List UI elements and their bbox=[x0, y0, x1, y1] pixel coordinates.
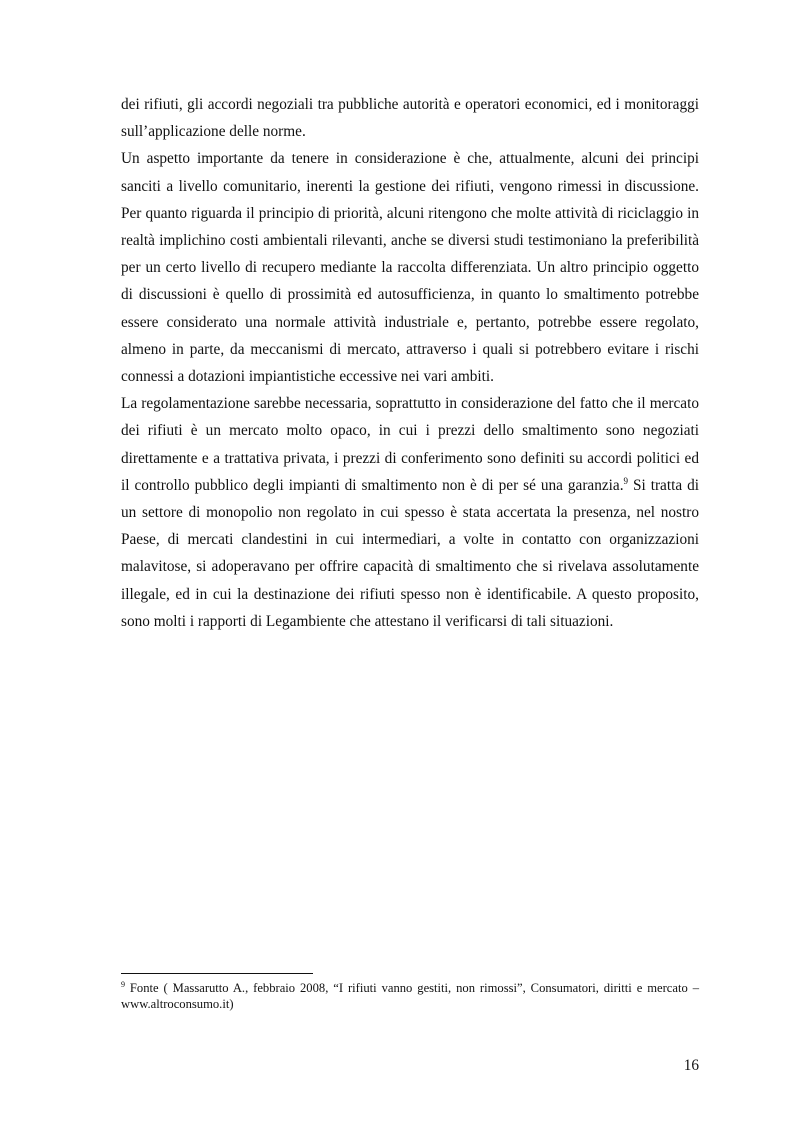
paragraph-principles: Un aspetto importante da tenere in considerazione è che, attualmente, alcuni dei principi sanciti a livello comunitario, inerenti la gestione dei rifiuti, vengono rimessi in discussione. Per quanto riguarda il principio di priorità, alcuni ritengono che molte attività di riciclaggio in realtà implichino costi ambientali rilevanti, anche se diversi studi testimoniano la preferibilità per un certo livello di recupero mediante la raccolta differenziata. Un altro principio oggetto di discussioni è quello di prossimità ed autosufficienza, in quanto lo smaltimento potrebbe essere considerato una normale attività industriale e, pertanto, potrebbe essere regolato, almeno in parte, da meccanismi di mercato, attraverso i quali si potrebbero evitare i rischi connessi a dotazioni impiantistiche eccessive nei vari ambiti. bbox=[121, 150, 699, 386]
footnote bbox=[121, 980, 699, 1012]
paragraph-regulation-text-before-note: La regolamentazione sarebbe necessaria, soprattutto in considerazione del fatto che il mercato dei rifiuti è un mercato molto opaco, in cui i prezzi dello smaltimento sono negoziati direttamente e a trattativa privata, i prezzi di conferimento sono definiti su accordi politici ed il controllo pubblico degli impianti di smaltimento non è di per sé una garanzia. bbox=[121, 395, 699, 494]
paragraph-regulation bbox=[121, 390, 699, 635]
page-number: 16 bbox=[683, 1057, 699, 1074]
body-text bbox=[121, 91, 699, 635]
paragraph-continuation: dei rifiuti, gli accordi negoziali tra pubbliche autorità e operatori economici, ed i monitoraggi sull’applicazione delle norme. bbox=[121, 96, 699, 141]
paragraph-regulation-text-after-note: Si tratta di un settore di monopolio non regolato in cui spesso è stata accertata la presenza, nel nostro Paese, di mercati clandestini in cui intermediari, a volte in contatto con organizzazioni malavitose, si adoperavano per offrire capacità di smaltimento che si rivelava assolutamente illegale, ed in cui la destinazione dei rifiuti spesso non è identificabile. A questo proposito, sono molti i rapporti di Legambiente che attestano il verificarsi di tali situazioni. bbox=[121, 476, 699, 630]
footnote-reference[interactable]: 9 bbox=[623, 475, 629, 486]
footnote-text: Fonte ( Massarutto A., febbraio 2008, “I rifiuti vanno gestiti, non rimossi”, Consumatori, diritti e mercato – www.altroconsumo.it) bbox=[121, 981, 699, 1011]
footnote-number: 9 bbox=[121, 980, 125, 989]
footnote-separator bbox=[121, 973, 313, 974]
